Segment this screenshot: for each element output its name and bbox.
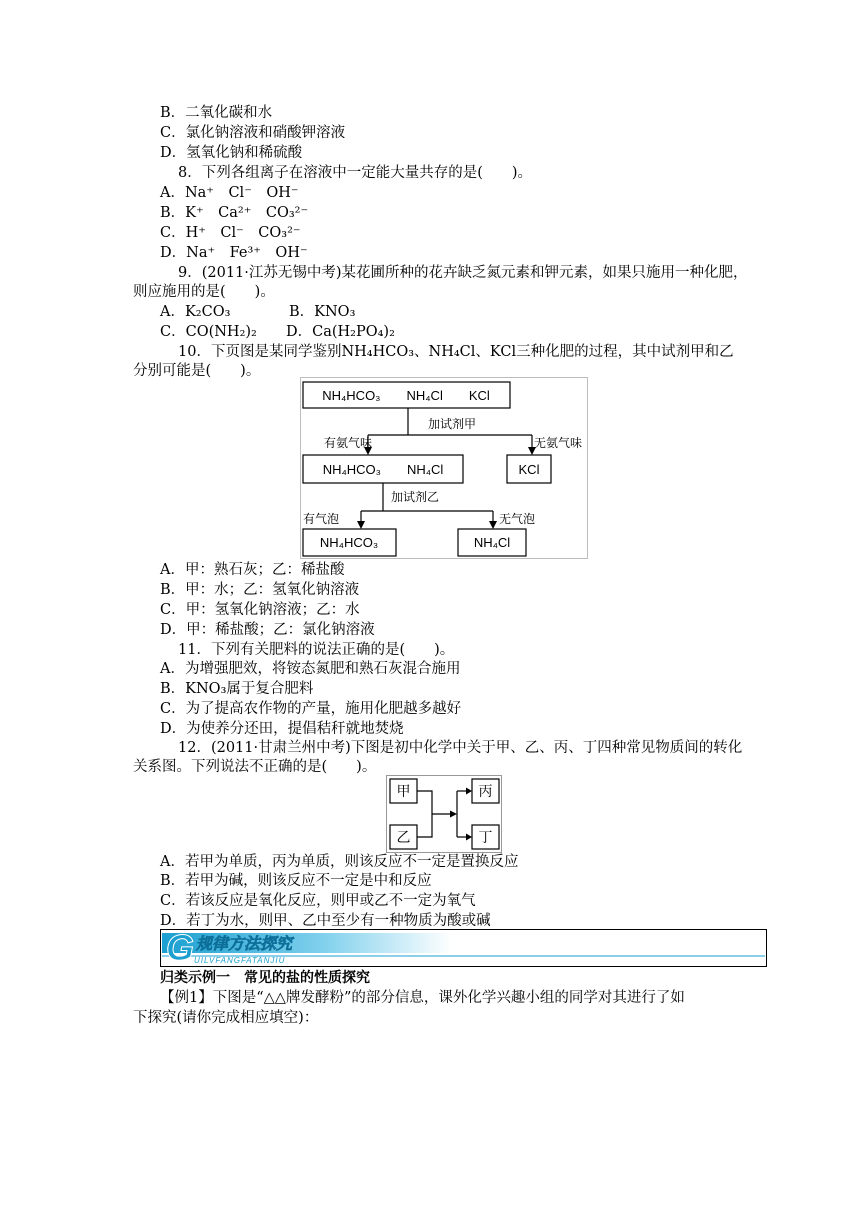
box-kcl-text: KCl xyxy=(518,462,540,477)
box-yi-text: 乙 xyxy=(396,829,411,845)
fertilizer-identification-flowchart xyxy=(300,377,588,559)
q8-option-b: B．K⁺ Ca²⁺ CO₃²⁻ xyxy=(160,205,309,221)
box-jia-text: 甲 xyxy=(396,783,411,799)
q8-stem: 8．下列各组离子在溶液中一定能大量共存的是( )。 xyxy=(178,165,533,181)
q11-option-c: C．为了提高农作物的产量，施用化肥越多越好 xyxy=(160,701,462,717)
box-bing-text: 丙 xyxy=(478,783,493,799)
box-nh4hco3-text: NH₄HCO₃ xyxy=(319,535,379,550)
q9-stem-line2: 则应施用的是( )。 xyxy=(133,284,275,300)
q12-option-d: D．若丁为水，则甲、乙中至少有一种物质为酸或碱 xyxy=(160,913,491,929)
q10-option-c: C．甲：氢氧化钠溶液；乙：水 xyxy=(160,602,360,618)
no-ammonia-smell-label: 无氨气味 xyxy=(534,436,583,450)
q10-stem-line2: 分别可能是( )。 xyxy=(133,363,261,379)
q11-option-a: A．为增强肥效，将铵态氮肥和熟石灰混合施用 xyxy=(160,661,461,677)
q10-option-b: B．甲：水；乙：氢氧化钠溶液 xyxy=(160,582,360,598)
q9-option-b: B．KNO₃ xyxy=(289,304,356,320)
q8-option-a: A．Na⁺ Cl⁻ OH⁻ xyxy=(160,185,299,201)
q12-stem-line2: 关系图。下列说法不正确的是( )。 xyxy=(133,759,377,775)
reagent-jia-label: 加试剂甲 xyxy=(428,417,477,431)
banner-letter-g: G xyxy=(166,929,195,967)
q7-option-b: B．二氧化碳和水 xyxy=(160,105,273,121)
q9-option-c: C．CO(NH₂)₂ xyxy=(160,324,257,340)
ammonia-smell-label: 有氨气味 xyxy=(324,436,373,450)
example-1-line1: 【例1】下图是“△△牌发酵粉”的部分信息，课外化学兴趣小组的同学对其进行了如 xyxy=(160,990,685,1006)
q11-option-b: B．KNO₃属于复合肥料 xyxy=(160,681,314,697)
q12-option-b: B．若甲为碱，则该反应不一定是中和反应 xyxy=(160,873,432,889)
q11-stem: 11．下列有关肥料的说法正确的是( )。 xyxy=(178,642,455,658)
box-nh4cl-text: NH₄Cl xyxy=(473,535,511,550)
q10-option-d: D．甲：稀盐酸；乙：氯化钠溶液 xyxy=(160,622,375,638)
q9-option-a: A．K₂CO₃ xyxy=(160,304,231,320)
q11-option-d: D．为使养分还田，提倡秸秆就地焚烧 xyxy=(160,721,404,737)
substance-conversion-diagram xyxy=(386,775,502,853)
banner-pinyin: UILVFANGFATANJIU xyxy=(194,956,286,965)
box-ammonium-salts-text: NH₄HCO₃ NH₄Cl xyxy=(322,462,444,477)
q8-option-c: C．H⁺ Cl⁻ CO₃²⁻ xyxy=(160,225,301,241)
q7-option-d: D．氢氧化钠和稀硫酸 xyxy=(160,145,303,161)
q12-option-a: A．若甲为单质，丙为单质，则该反应不一定是置换反应 xyxy=(160,854,519,870)
q10-stem-line1: 10．下页图是某同学鉴别NH₄HCO₃、NH₄Cl、KCl三种化肥的过程，其中试剂甲和乙 xyxy=(178,344,734,360)
bubbles-label: 有气泡 xyxy=(303,512,340,526)
example-1-line2: 下探究(请你完成相应填空)： xyxy=(133,1010,319,1026)
q9-stem-line1: 9．(2011·江苏无锡中考)某花圃所种的花卉缺乏氮元素和钾元素，如果只施用一种化肥， xyxy=(178,265,748,281)
reagent-yi-label: 加试剂乙 xyxy=(391,490,440,504)
q9-option-d: D．Ca(H₂PO₄)₂ xyxy=(286,324,395,340)
q10-option-a: A．甲：熟石灰；乙：稀盐酸 xyxy=(160,562,345,578)
section-heading: 归类示例一 常见的盐的性质探究 xyxy=(160,970,370,986)
box-ding-text: 丁 xyxy=(478,829,493,845)
q7-option-c: C．氯化钠溶液和硝酸钾溶液 xyxy=(160,125,346,141)
section-banner xyxy=(160,929,767,967)
banner-title: 规律方法探究 xyxy=(196,936,293,953)
q12-option-c: C．若该反应是氧化反应，则甲或乙不一定为氧气 xyxy=(160,893,476,909)
q12-stem-line1: 12．(2011·甘肃兰州中考)下图是初中化学中关于甲、乙、丙、丁四种常见物质间的转化 xyxy=(178,740,743,756)
q8-option-d: D．Na⁺ Fe³⁺ OH⁻ xyxy=(160,245,308,261)
no-bubbles-label: 无气泡 xyxy=(499,512,536,526)
box-all-fertilizers-text: NH₄HCO₃ NH₄Cl KCl xyxy=(322,388,490,403)
